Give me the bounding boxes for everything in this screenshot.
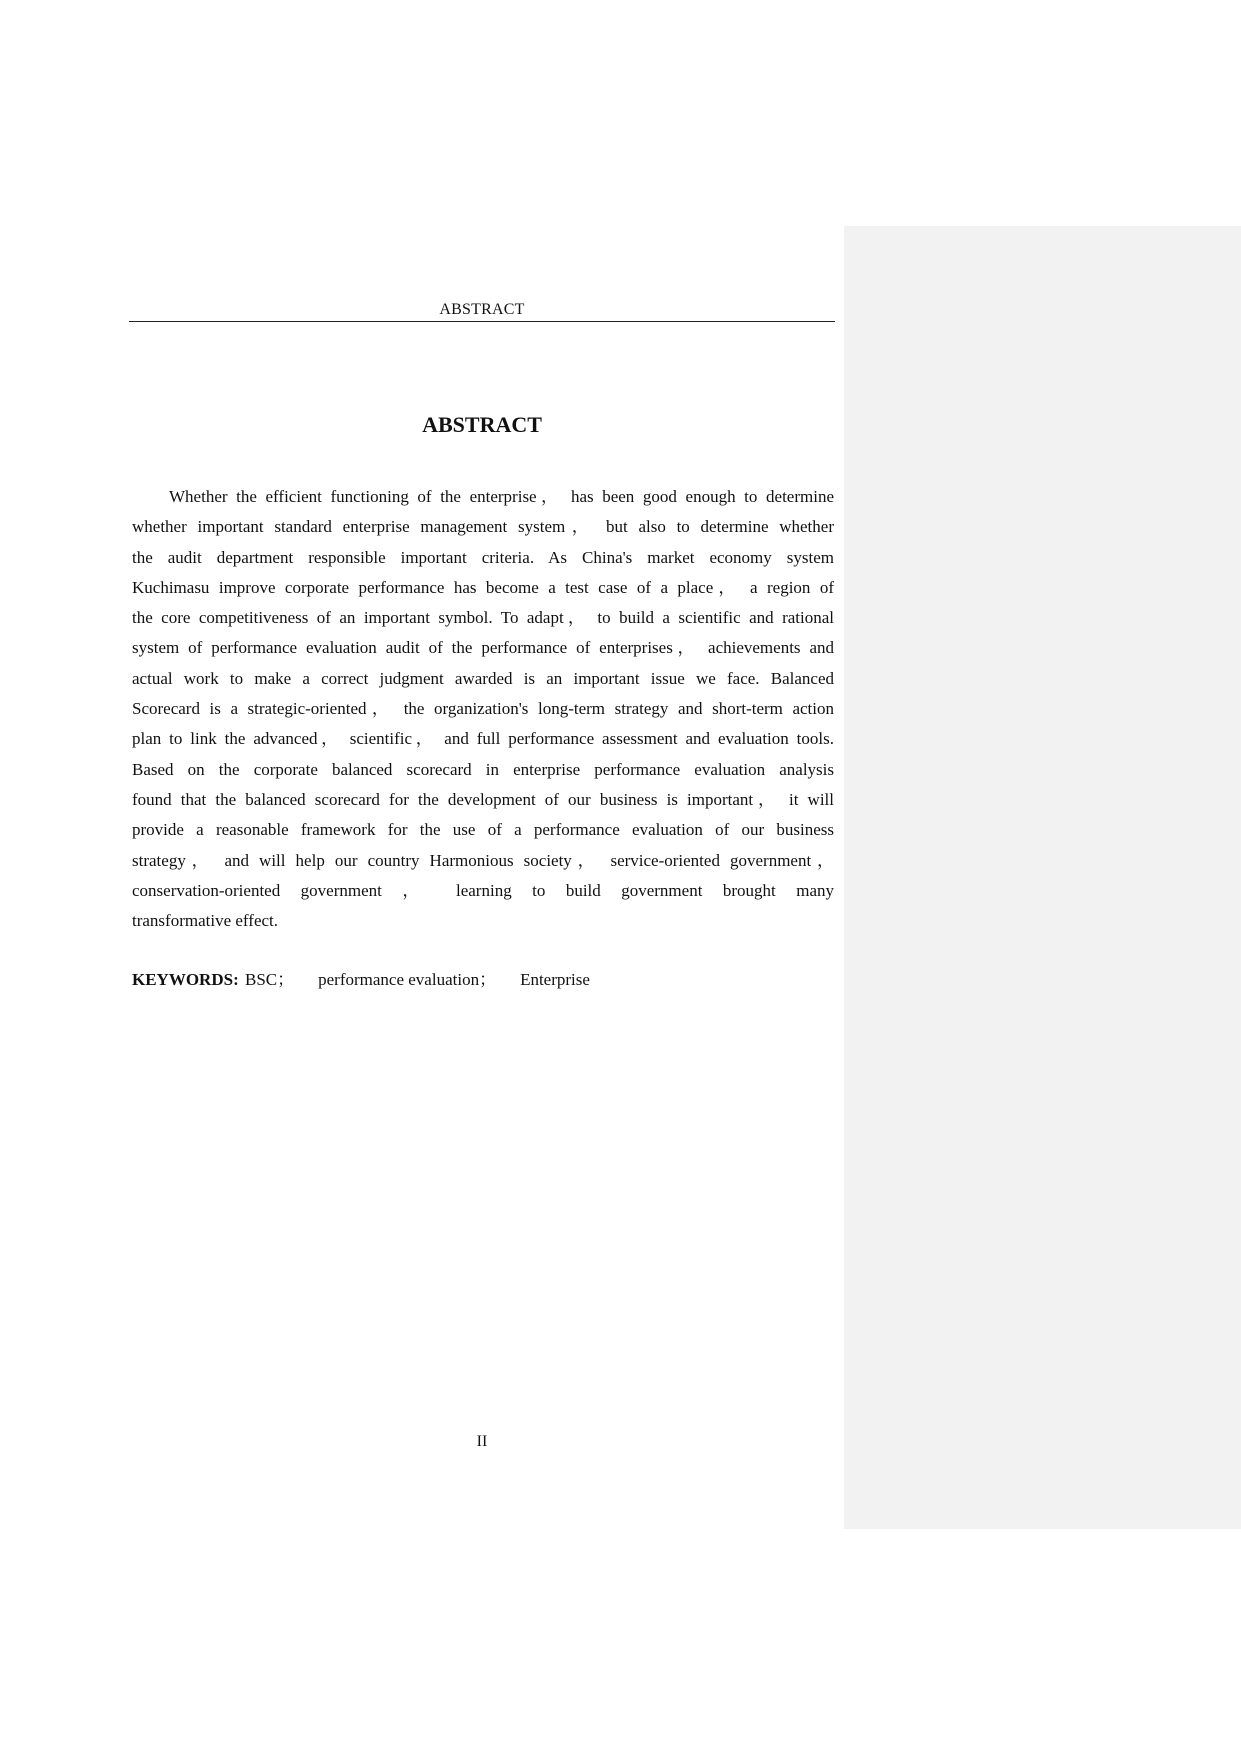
- abstract-line: actual work to make a correct judgment awarded is an important issue we face. Balanced: [132, 668, 834, 688]
- header-rule: [129, 321, 835, 322]
- keyword-item: Enterprise: [520, 970, 590, 989]
- keyword-item: performance evaluation；: [318, 970, 497, 989]
- abstract-line: whether important standard enterprise management system， but also to determine whether: [132, 517, 834, 537]
- abstract-line: conservation-oriented government ， learning to build government brought many: [132, 880, 834, 900]
- abstract-line: Whether the efficient functioning of the enterprise， has been good enough to determine: [169, 487, 834, 506]
- abstract-title: ABSTRACT: [422, 412, 542, 437]
- abstract-line: the audit department responsible important criteria. As China's market economy system: [132, 547, 834, 567]
- abstract-line: transformative effect.: [132, 911, 279, 931]
- keywords-label: KEYWORDS:: [132, 970, 239, 989]
- running-header: ABSTRACT: [439, 301, 525, 318]
- keyword-item: BSC；: [244, 970, 295, 989]
- abstract-line: system of performance evaluation audit of the performance of enterprises， achievements and: [132, 638, 834, 658]
- abstract-line: Based on the corporate balanced scorecard in enterprise performance evaluation analysis: [132, 759, 834, 779]
- keywords-line: [132, 965, 590, 995]
- comment-margin-pane: [844, 226, 1241, 1529]
- abstract-body: [132, 482, 834, 936]
- page-number: II: [476, 1433, 488, 1450]
- abstract-line: found that the balanced scorecard for the development of our business is important， it will: [132, 789, 834, 809]
- abstract-line: provide a reasonable framework for the use of a performance evaluation of our business: [132, 820, 834, 840]
- abstract-line: strategy， and will help our country Harmonious society， service-oriented government，: [132, 850, 834, 870]
- abstract-line: the core competitiveness of an important symbol. To adapt， to build a scientific and rational: [132, 608, 834, 628]
- abstract-line: Scorecard is a strategic-oriented， the organization's long-term strategy and short-term action: [132, 699, 834, 719]
- abstract-line: plan to link the advanced， scientific， and full performance assessment and evaluation tools.: [132, 729, 834, 749]
- abstract-line: Kuchimasu improve corporate performance has become a test case of a place， a region of: [132, 577, 834, 597]
